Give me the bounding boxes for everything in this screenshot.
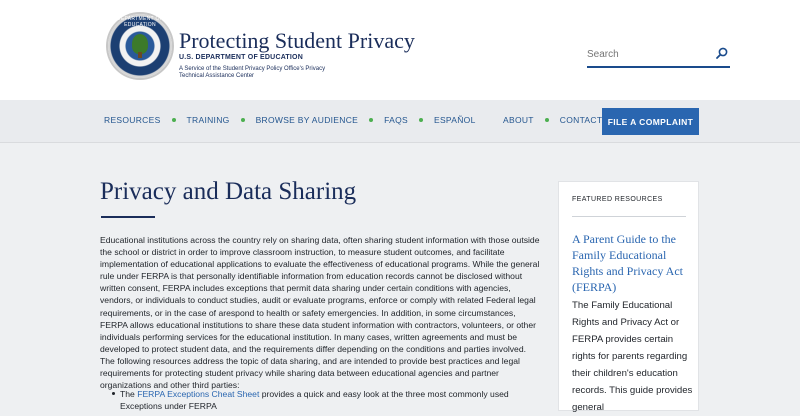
parent-guide-link[interactable]: A Parent Guide to the Family Educational Rights and Privacy Act (FERPA) <box>572 232 683 294</box>
search-input[interactable] <box>587 46 707 64</box>
featured-description: The Family Educational Rights and Privacy Act or FERPA provides certain rights for parents regarding their children's education records. This guide provides general <box>572 300 693 413</box>
site-header <box>0 0 800 100</box>
site-title[interactable]: Protecting Student Privacy <box>179 28 415 53</box>
nav-right-group <box>503 115 602 125</box>
search-bar <box>587 44 730 68</box>
featured-heading: FEATURED RESOURCES <box>572 196 663 203</box>
nav-item-training[interactable]: TRAINING <box>186 115 230 125</box>
featured-resources-panel <box>558 181 699 411</box>
nav-item-espanol[interactable]: ESPAÑOL <box>433 115 476 125</box>
seal-tree-icon <box>132 34 148 54</box>
nav-separator-dot <box>241 118 245 122</box>
title-underline <box>101 216 155 218</box>
nav-item-about[interactable]: ABOUT <box>503 115 534 125</box>
nav-separator-dot <box>369 118 373 122</box>
site-subtitle: U.S. DEPARTMENT OF EDUCATION <box>179 54 303 61</box>
nav-separator-dot <box>419 118 423 122</box>
nav-left-group <box>104 115 476 125</box>
nav-item-resources[interactable]: RESOURCES <box>104 115 161 125</box>
ferpa-cheat-sheet-link[interactable]: FERPA Exceptions Cheat Sheet <box>137 389 260 399</box>
seal-text: DEPARTMENT OF EDUCATION <box>116 16 164 28</box>
seal-trunk-icon <box>138 52 142 58</box>
department-seal-logo[interactable] <box>108 14 172 78</box>
intro-paragraph: Educational institutions across the country rely on sharing data, often sharing student information with those outside the school or district in order to improve classroom instruction, to measure student outcomes, and facilitate implementation of educational applications to evaluate the effectiveness of educational programs. While the general rule under FERPA is that personally identifiable information from education records cannot be disclosed without written consent, FERPA includes exceptions that permit data sharing under certain conditions with agencies, vendors, or individuals to conduct studies, audit or evaluate programs, enforce or comply with related Federal legal requirements, or in the case of arespond to health or safety emergencies. In addition, in some circumstances, FERPA allows educational institutions to share these data student information with contractors, volunteers, or other individuals performing services for the educational institution. In many cases, written agreements and must be developed to protect student data, and the requirements differ depending on the conditions and parties involved. The following resources address the topic of data sharing, and are intended to provide best practices and legal requirements for protecting student privacy while sharing data between educational agencies and partner organizations and other third parties: <box>100 235 540 391</box>
site-tagline: A Service of the Student Privacy Policy Office's Privacy Technical Assistance Center <box>179 66 326 79</box>
search-icon[interactable] <box>716 47 728 59</box>
nav-item-faqs[interactable]: FAQS <box>384 115 408 125</box>
nav-separator-dot <box>545 118 549 122</box>
nav-separator-dot <box>172 118 176 122</box>
page-title: Privacy and Data Sharing <box>100 178 357 205</box>
file-complaint-button[interactable]: FILE A COMPLAINT <box>602 108 699 135</box>
list-item-suffix: provides a quick and easy look at the three most commonly used Exceptions under FERPA <box>120 389 509 411</box>
list-item-prefix: The <box>120 389 138 399</box>
resource-list <box>112 388 532 412</box>
featured-divider <box>572 216 686 217</box>
list-item <box>112 388 532 412</box>
nav-item-browse-by-audience[interactable]: BROWSE BY AUDIENCE <box>255 115 359 125</box>
nav-item-contact[interactable]: CONTACT <box>559 115 603 125</box>
